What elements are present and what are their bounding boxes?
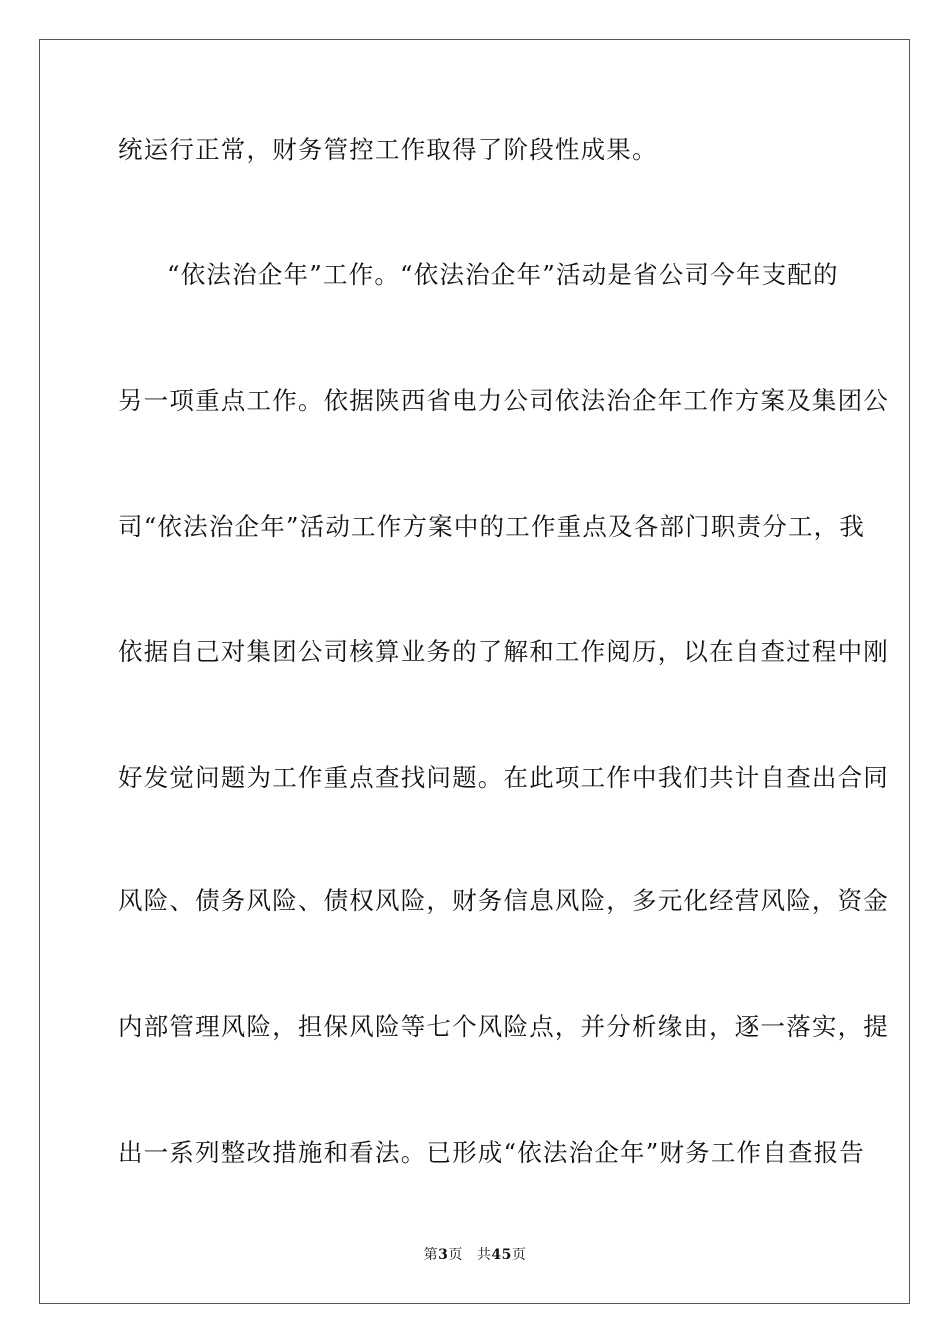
body-line-3: 另一项重点工作。依据陕西省电力公司依法治企年工作方案及集团公 [118, 386, 889, 415]
body-line-9: 出一系列整改措施和看法。已形成“依法治企年”财务工作自查报告 [118, 1138, 866, 1167]
footer-page-prefix: 第 [423, 1247, 439, 1263]
footer-total-suffix: 页 [511, 1247, 527, 1263]
footer-page-number: 3 [438, 1247, 449, 1263]
body-line-5: 依据自己对集团公司核算业务的了解和工作阅历，以在自查过程中刚 [118, 637, 889, 666]
body-line-6: 好发觉问题为工作重点查找问题。在此项工作中我们共计自查出合同 [118, 763, 889, 792]
body-line-1: 统运行正常，财务管控工作取得了阶段性成果。 [118, 135, 658, 164]
body-line-7: 风险、债务风险、债权风险，财务信息风险，多元化经营风险，资金 [118, 886, 889, 915]
footer-total-pages: 45 [491, 1247, 512, 1263]
page-border [39, 39, 910, 1304]
body-line-2: “依法治企年”工作。“依法治企年”活动是省公司今年支配的 [167, 260, 839, 289]
body-line-8: 内部管理风险，担保风险等七个风险点，并分析缘由，逐一落实，提 [118, 1012, 889, 1041]
footer-total-prefix: 共 [476, 1247, 492, 1263]
footer-page-suffix: 页 [448, 1247, 463, 1263]
page-footer [0, 1246, 950, 1264]
body-line-4: 司“依法治企年”活动工作方案中的工作重点及各部门职责分工，我 [118, 512, 866, 541]
